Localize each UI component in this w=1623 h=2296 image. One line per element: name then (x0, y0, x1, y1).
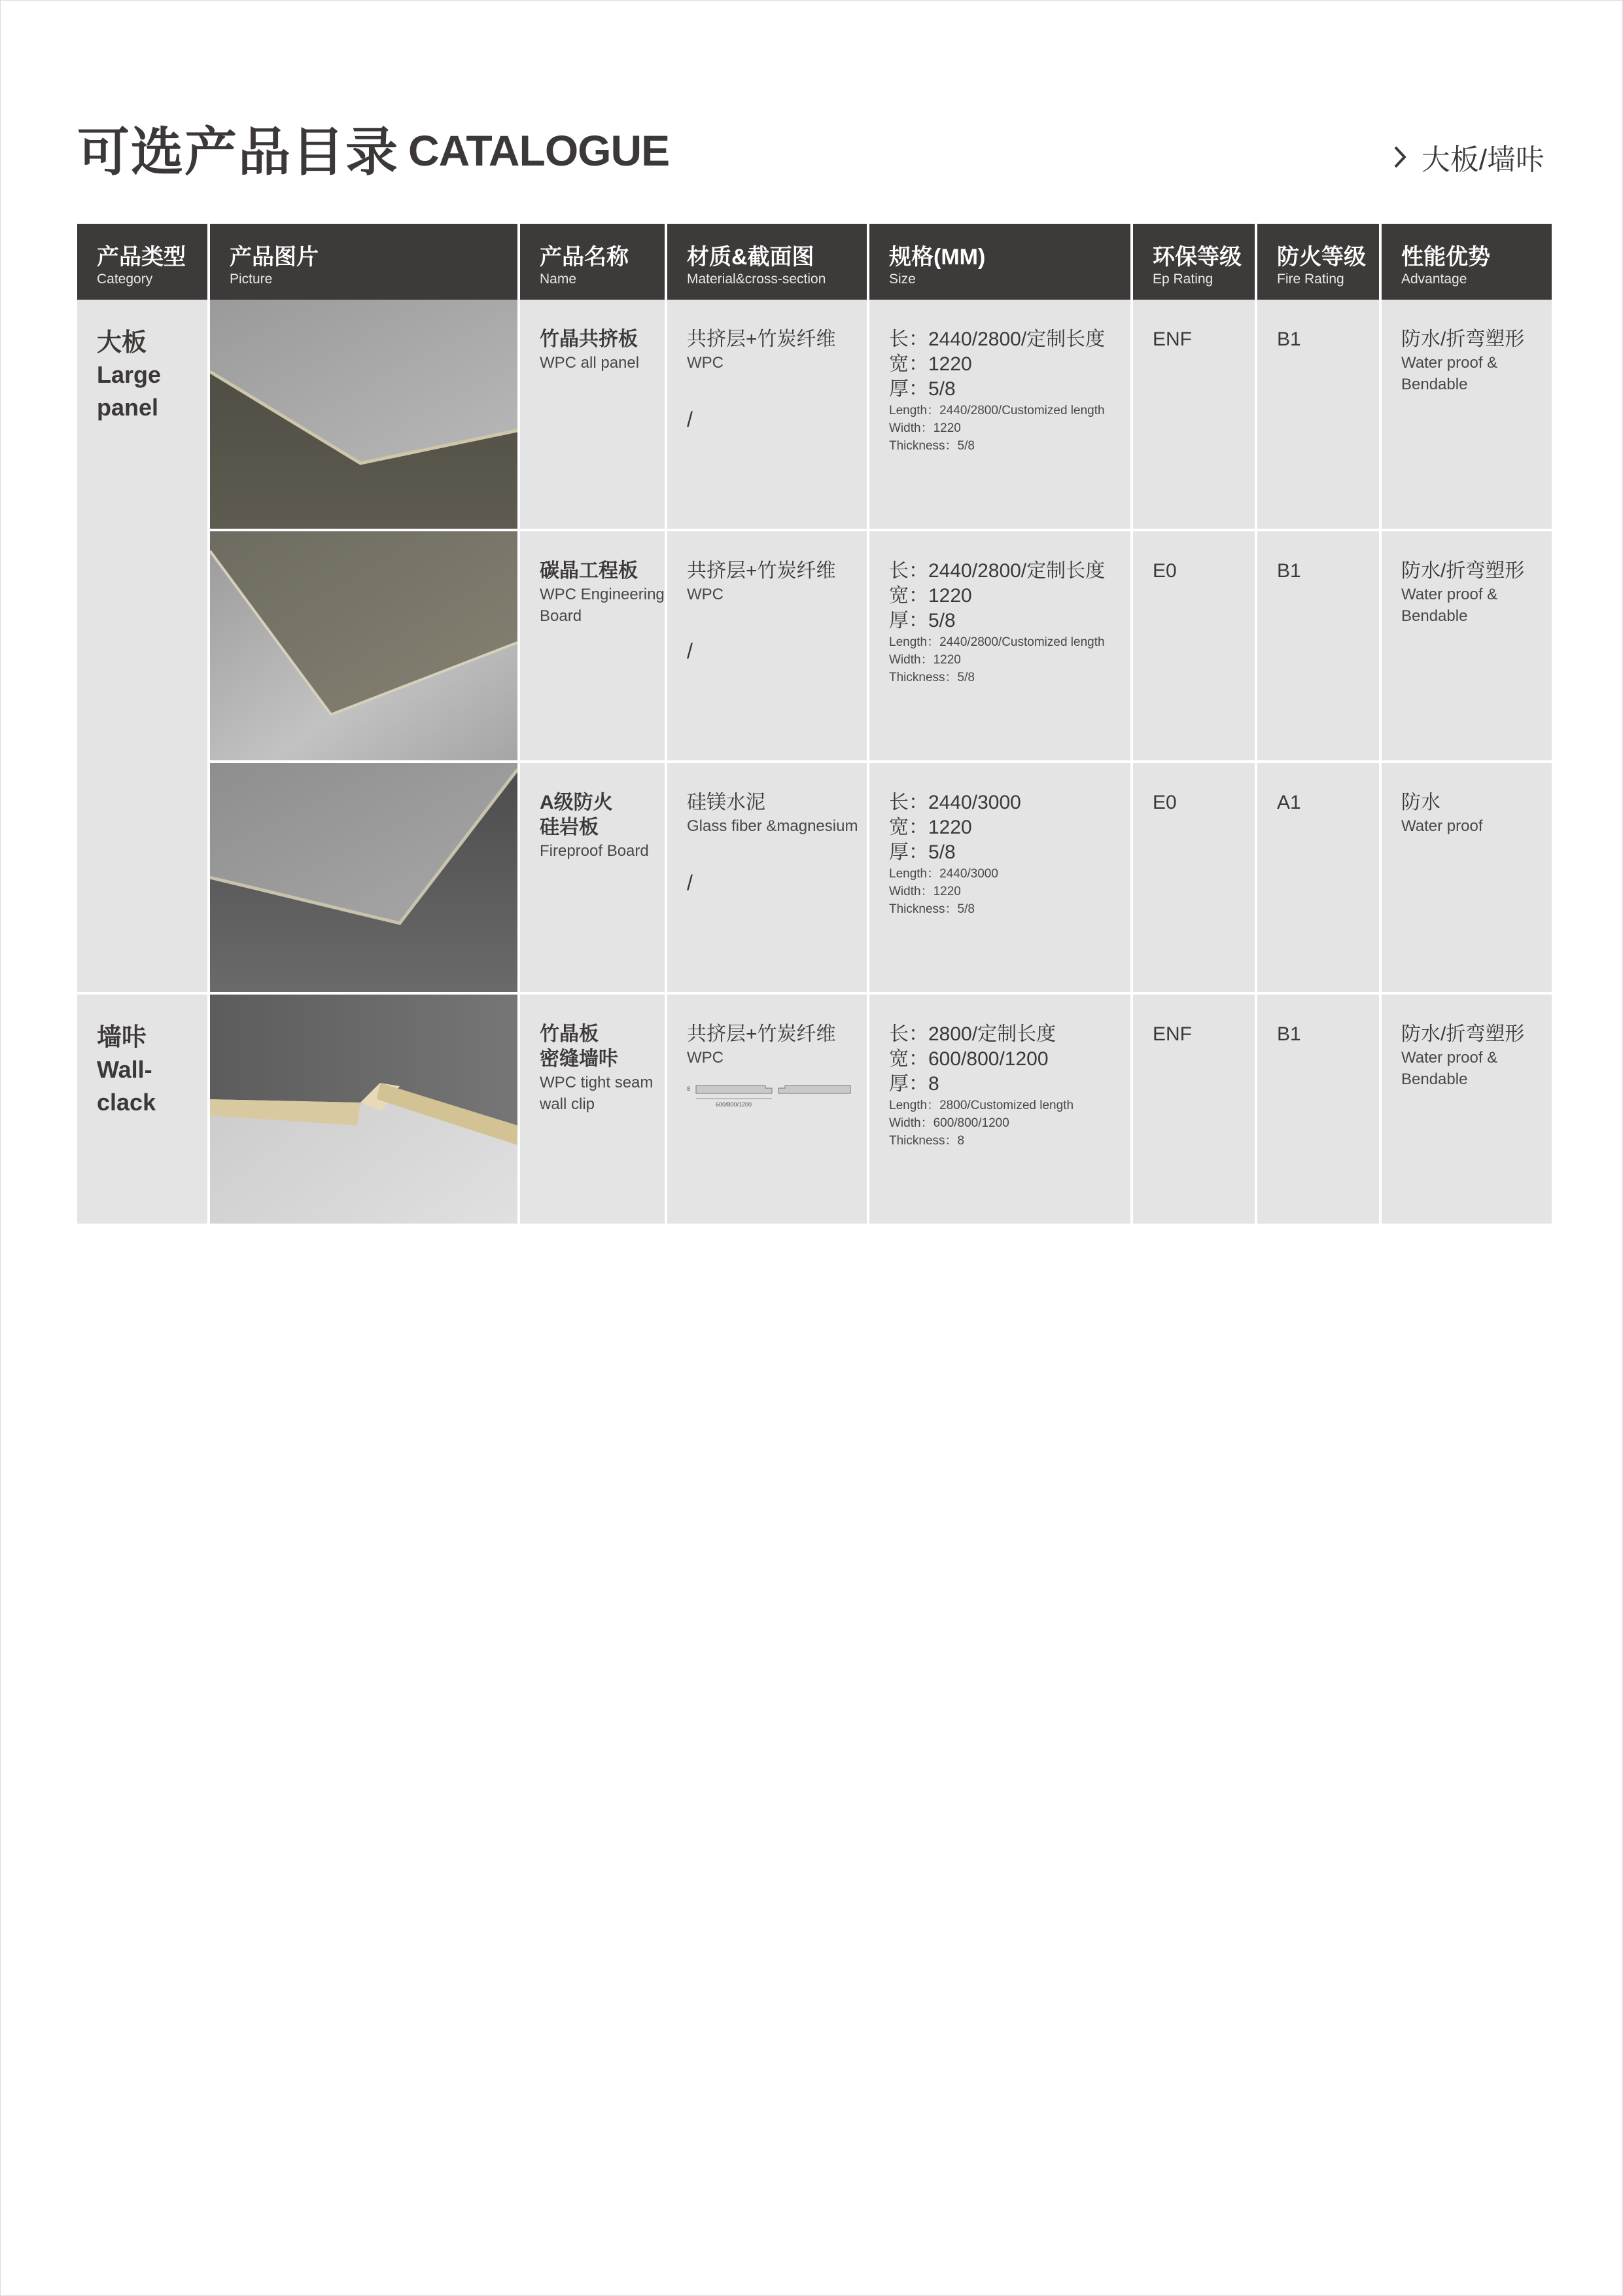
size-cell: 长：2800/定制长度 宽：600/800/1200 厚：8 Length：2800/Customized length Width：600/800/1200 Thickness：8 (869, 995, 1130, 1226)
column-header-picture: 产品图片 Picture (210, 224, 517, 300)
column-header-size: 规格(MM) Size (869, 224, 1130, 300)
fireproof-board-grey-photo (210, 763, 517, 995)
material-cell: 共挤层+竹炭纤维 WPC 8 600/800/1200 (667, 995, 867, 1226)
column-header-material: 材质&截面图 Material&cross-section (667, 224, 867, 300)
chevron-right-icon (1393, 145, 1407, 169)
ep-rating-cell: ENF (1133, 995, 1255, 1226)
fire-rating-cell: B1 (1257, 531, 1379, 763)
material-cell: 共挤层+竹炭纤维 WPC / (667, 531, 867, 763)
advantage-cell: 防水 Water proof (1382, 763, 1552, 995)
engineering-board-olive-photo (210, 531, 517, 763)
advantage-cell: 防水/折弯塑形 Water proof & Bendable (1382, 300, 1552, 531)
size-cell: 长：2440/2800/定制长度 宽：1220 厚：5/8 Length：2440/2800/Customized length Width：1220 Thickness：5/8 (869, 300, 1130, 531)
ep-rating-cell: ENF (1133, 300, 1255, 531)
category-large-panel: 大板 Large panel (77, 300, 207, 995)
size-cell: 长：2440/2800/定制长度 宽：1220 厚：5/8 Length：2440/2800/Customized length Width：1220 Thickness：5/8 (869, 531, 1130, 763)
column-header-name: 产品名称 Name (520, 224, 665, 300)
advantage-cell: 防水/折弯塑形 Water proof & Bendable (1382, 531, 1552, 763)
product-name-cell: 竹晶共挤板 WPC all panel (520, 300, 665, 531)
product-name-cell: A级防火 硅岩板 Fireproof Board (520, 763, 665, 995)
large-panel-grey-photo (210, 300, 517, 531)
page-title-cn: 可选产品目录 (77, 123, 399, 181)
ep-rating-cell: E0 (1133, 531, 1255, 763)
column-header-advantage: 性能优势 Advantage (1382, 224, 1552, 300)
breadcrumb[interactable] (1393, 136, 1544, 178)
wall-clip-photo (210, 995, 517, 1226)
column-header-fire-rating: 防火等级 Fire Rating (1257, 224, 1379, 300)
column-header-ep-rating: 环保等级 Ep Rating (1133, 224, 1255, 300)
size-cell: 长：2440/3000 宽：1220 厚：5/8 Length：2440/3000 Width：1220 Thickness：5/8 (869, 763, 1130, 995)
category-wall-clack: 墙咔 Wall- clack (77, 995, 207, 1226)
profile-thickness-label: 8 (687, 1086, 691, 1092)
material-cell: 硅镁水泥 Glass fiber &magnesium / (667, 763, 867, 995)
material-cell: 共挤层+竹炭纤维 WPC / (667, 300, 867, 531)
cross-section-diagram (687, 1078, 857, 1110)
fire-rating-cell: A1 (1257, 763, 1379, 995)
fire-rating-cell: B1 (1257, 300, 1379, 531)
page-title-en: CATALOGUE (408, 126, 670, 175)
column-header-category: 产品类型 Category (77, 224, 207, 300)
breadcrumb-label: 大板/墙咔 (1421, 144, 1544, 176)
product-name-cell: 碳晶工程板 WPC Engineering Board (520, 531, 665, 763)
profile-width-label: 600/800/1200 (716, 1101, 752, 1108)
ep-rating-cell: E0 (1133, 763, 1255, 995)
product-name-cell: 竹晶板 密缝墙咔 WPC tight seam wall clip (520, 995, 665, 1226)
fire-rating-cell: B1 (1257, 995, 1379, 1226)
advantage-cell: 防水/折弯塑形 Water proof & Bendable (1382, 995, 1552, 1226)
catalogue-table (77, 224, 1545, 1229)
